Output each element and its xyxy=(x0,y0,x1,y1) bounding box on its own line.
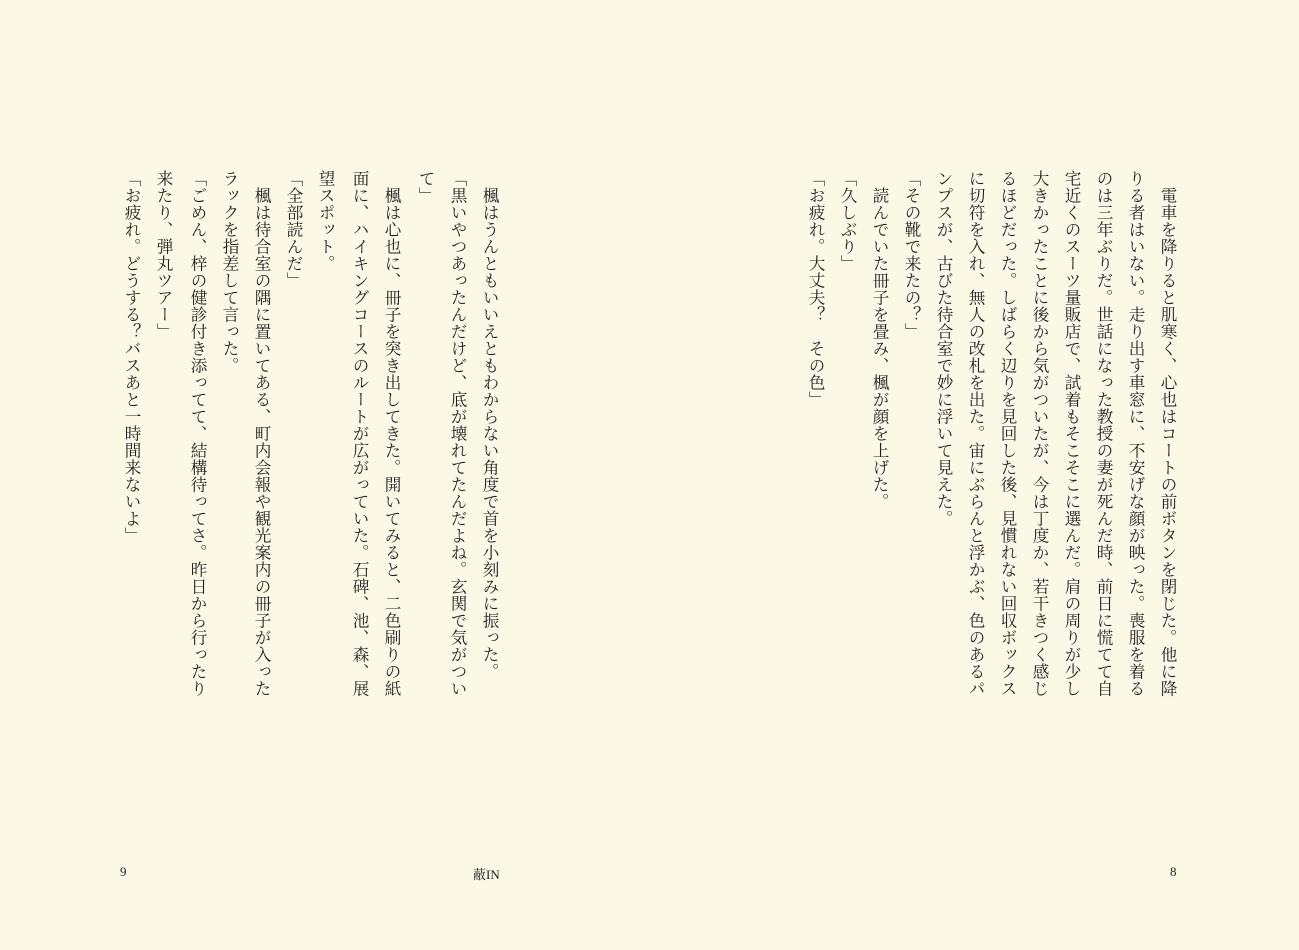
left-page-column-10: 「ごめん、梓の健診付き添ってて、結構待ってさ。昨日から行ったり xyxy=(188,170,207,697)
right-page-column-12: 「お疲れ。大丈夫？ その色」 xyxy=(806,170,825,408)
right-page-column-5: 大きかったことに後から気がついたが、今は丁度か、若干きつく感じ xyxy=(1030,170,1049,697)
left-page-column-9: ラックを指差して言った。 xyxy=(220,170,239,374)
right-page-column-3: のは三年ぶりだ。世話になった教授の妻が死んだ時、前日に慌てて自 xyxy=(1094,170,1113,697)
left-page-number: 9 xyxy=(120,864,127,879)
right-page-column-7: に切符を入れ、無人の改札を出た。宙にぶらんと浮かぶ、色のあるパ xyxy=(966,170,985,697)
right-page-column-11: 「久しぶり」 xyxy=(838,170,857,272)
left-page-column-4: 楓は心也に、冊子を突き出してきた。開いてみると、二色刷りの紙 xyxy=(382,170,401,697)
running-title: 蔽IN xyxy=(473,867,500,882)
right-page-column-6: るほどだった。しばらく辺りを見回した後、見慣れない回収ボックス xyxy=(998,170,1017,697)
left-page-column-3: て」 xyxy=(416,170,435,204)
left-page-column-7: 「全部読んだ」 xyxy=(284,170,303,289)
right-page-column-4: 宅近くのスーツ量販店で、試着もそこそこに選んだ。肩の周りが少し xyxy=(1062,170,1081,697)
left-page-column-11: 来たり、弾丸ツアー」 xyxy=(154,170,173,340)
left-page-column-2: 「黒いやつあったんだけど、底が壊れてたんだよね。玄関で気がつい xyxy=(448,170,467,697)
left-page-column-5: 面に、ハイキングコースのルートが広がっていた。石碑、池、森、展 xyxy=(350,170,369,697)
left-page-column-12: 「お疲れ。どうする？バスあと一時間来ないよ」 xyxy=(122,170,141,544)
left-page-column-6: 望スポット。 xyxy=(316,170,335,272)
left-page-column-1: 楓はうんともいいえともわからない角度で首を小刻みに振った。 xyxy=(480,170,499,680)
right-page-column-9: 「その靴で来たの？」 xyxy=(902,170,921,340)
right-page-column-10: 読んでいた冊子を畳み、楓が顔を上げた。 xyxy=(870,170,889,510)
right-page-column-1: 電車を降りると肌寒く、心也はコートの前ボタンを閉じた。他に降 xyxy=(1158,170,1177,697)
right-page-column-2: りる者はいない。走り出す車窓に、不安げな顔が映った。喪服を着る xyxy=(1126,170,1145,697)
right-page-column-8: ンプスが、古びた待合室で妙に浮いて見えた。 xyxy=(934,170,953,527)
right-page-number: 8 xyxy=(1170,864,1177,879)
left-page-column-8: 楓は待合室の隅に置いてある、町内会報や観光案内の冊子が入った xyxy=(252,170,271,697)
